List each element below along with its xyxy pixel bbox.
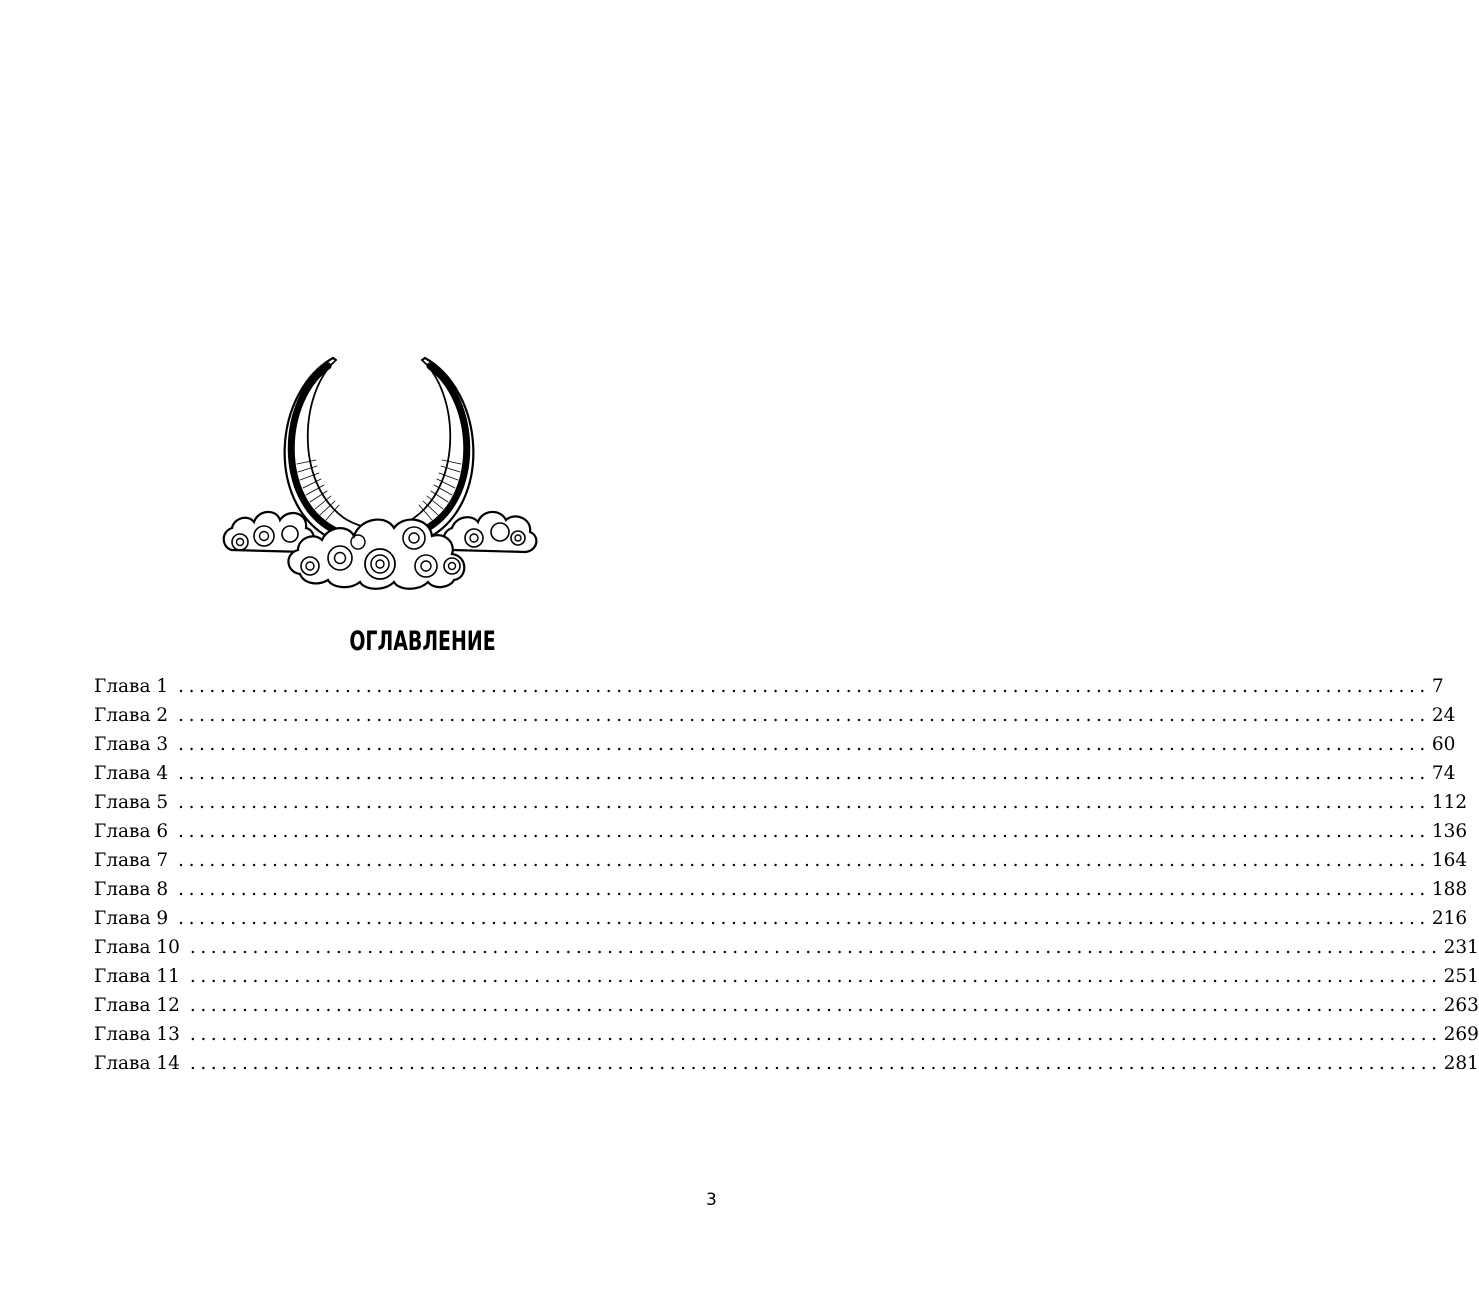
toc-entry-page: 263: [1443, 995, 1479, 1016]
toc-entry-page: 164: [1431, 850, 1468, 871]
crescent-moon-clouds-icon: [218, 352, 540, 592]
toc-entry[interactable]: [94, 792, 1468, 821]
toc-entry[interactable]: [94, 763, 1456, 792]
toc-entry-page: 231: [1443, 937, 1479, 958]
toc-entry[interactable]: [94, 850, 1468, 879]
toc-entry-label: Глава 11: [94, 966, 180, 987]
toc-entry-page: 24: [1431, 705, 1456, 726]
toc-entry-page: 60: [1431, 734, 1456, 755]
toc-leader: ........................................................................................................................: [178, 763, 1430, 784]
toc-entry[interactable]: [94, 734, 1456, 763]
toc-leader: ........................................................................................................................: [189, 1024, 1442, 1045]
toc-entry-page: 281: [1443, 1053, 1479, 1074]
toc-entry-label: Глава 12: [94, 995, 180, 1016]
toc-leader: ........................................................................................................................: [189, 1053, 1442, 1074]
toc-entry-page: 216: [1431, 908, 1468, 929]
toc-entry[interactable]: [94, 676, 1444, 705]
toc-entry-page: 269: [1443, 1024, 1479, 1045]
toc-leader: ........................................................................................................................: [178, 908, 1430, 929]
toc-entry-page: 251: [1443, 966, 1479, 987]
toc-entry-label: Глава 6: [94, 821, 169, 842]
page-number: 3: [706, 1190, 717, 1210]
toc-entry[interactable]: [94, 705, 1456, 734]
toc-leader: ........................................................................................................................: [189, 995, 1442, 1016]
toc-leader: ........................................................................................................................: [178, 792, 1430, 813]
toc-entry-label: Глава 4: [94, 763, 169, 784]
toc-entry[interactable]: [94, 937, 1479, 966]
toc-entry[interactable]: [94, 879, 1468, 908]
toc-entry-label: Глава 9: [94, 908, 169, 929]
table-of-contents: [94, 676, 1479, 1082]
toc-entry-label: Глава 1: [94, 676, 169, 697]
clouds: [224, 512, 537, 589]
toc-leader: ........................................................................................................................: [178, 821, 1430, 842]
toc-entry-label: Глава 5: [94, 792, 169, 813]
page-title: ОГЛАВЛЕНИЕ: [349, 626, 496, 657]
moon-hatching: [297, 460, 461, 520]
toc-leader: ........................................................................................................................: [178, 850, 1430, 871]
toc-entry-label: Глава 7: [94, 850, 169, 871]
toc-leader: ........................................................................................................................: [178, 676, 1430, 697]
toc-leader: ........................................................................................................................: [178, 734, 1430, 755]
toc-entry-label: Глава 8: [94, 879, 169, 900]
toc-entry[interactable]: [94, 1024, 1479, 1053]
toc-entry-label: Глава 3: [94, 734, 169, 755]
toc-entry-page: 74: [1431, 763, 1456, 784]
toc-entry-page: 188: [1431, 879, 1468, 900]
toc-entry-page: 112: [1431, 792, 1468, 813]
toc-leader: ........................................................................................................................: [189, 937, 1442, 958]
toc-leader: ........................................................................................................................: [189, 966, 1442, 987]
toc-entry-label: Глава 10: [94, 937, 180, 958]
toc-entry[interactable]: [94, 995, 1479, 1024]
toc-entry[interactable]: [94, 908, 1468, 937]
toc-entry-page: 136: [1431, 821, 1468, 842]
toc-entry[interactable]: [94, 1053, 1479, 1082]
toc-entry-label: Глава 13: [94, 1024, 180, 1045]
toc-leader: ........................................................................................................................: [178, 879, 1430, 900]
toc-entry-page: 7: [1431, 676, 1444, 697]
toc-entry[interactable]: [94, 966, 1479, 995]
toc-entry[interactable]: [94, 821, 1468, 850]
toc-entry-label: Глава 14: [94, 1053, 180, 1074]
toc-entry-label: Глава 2: [94, 705, 169, 726]
toc-leader: ........................................................................................................................: [178, 705, 1430, 726]
